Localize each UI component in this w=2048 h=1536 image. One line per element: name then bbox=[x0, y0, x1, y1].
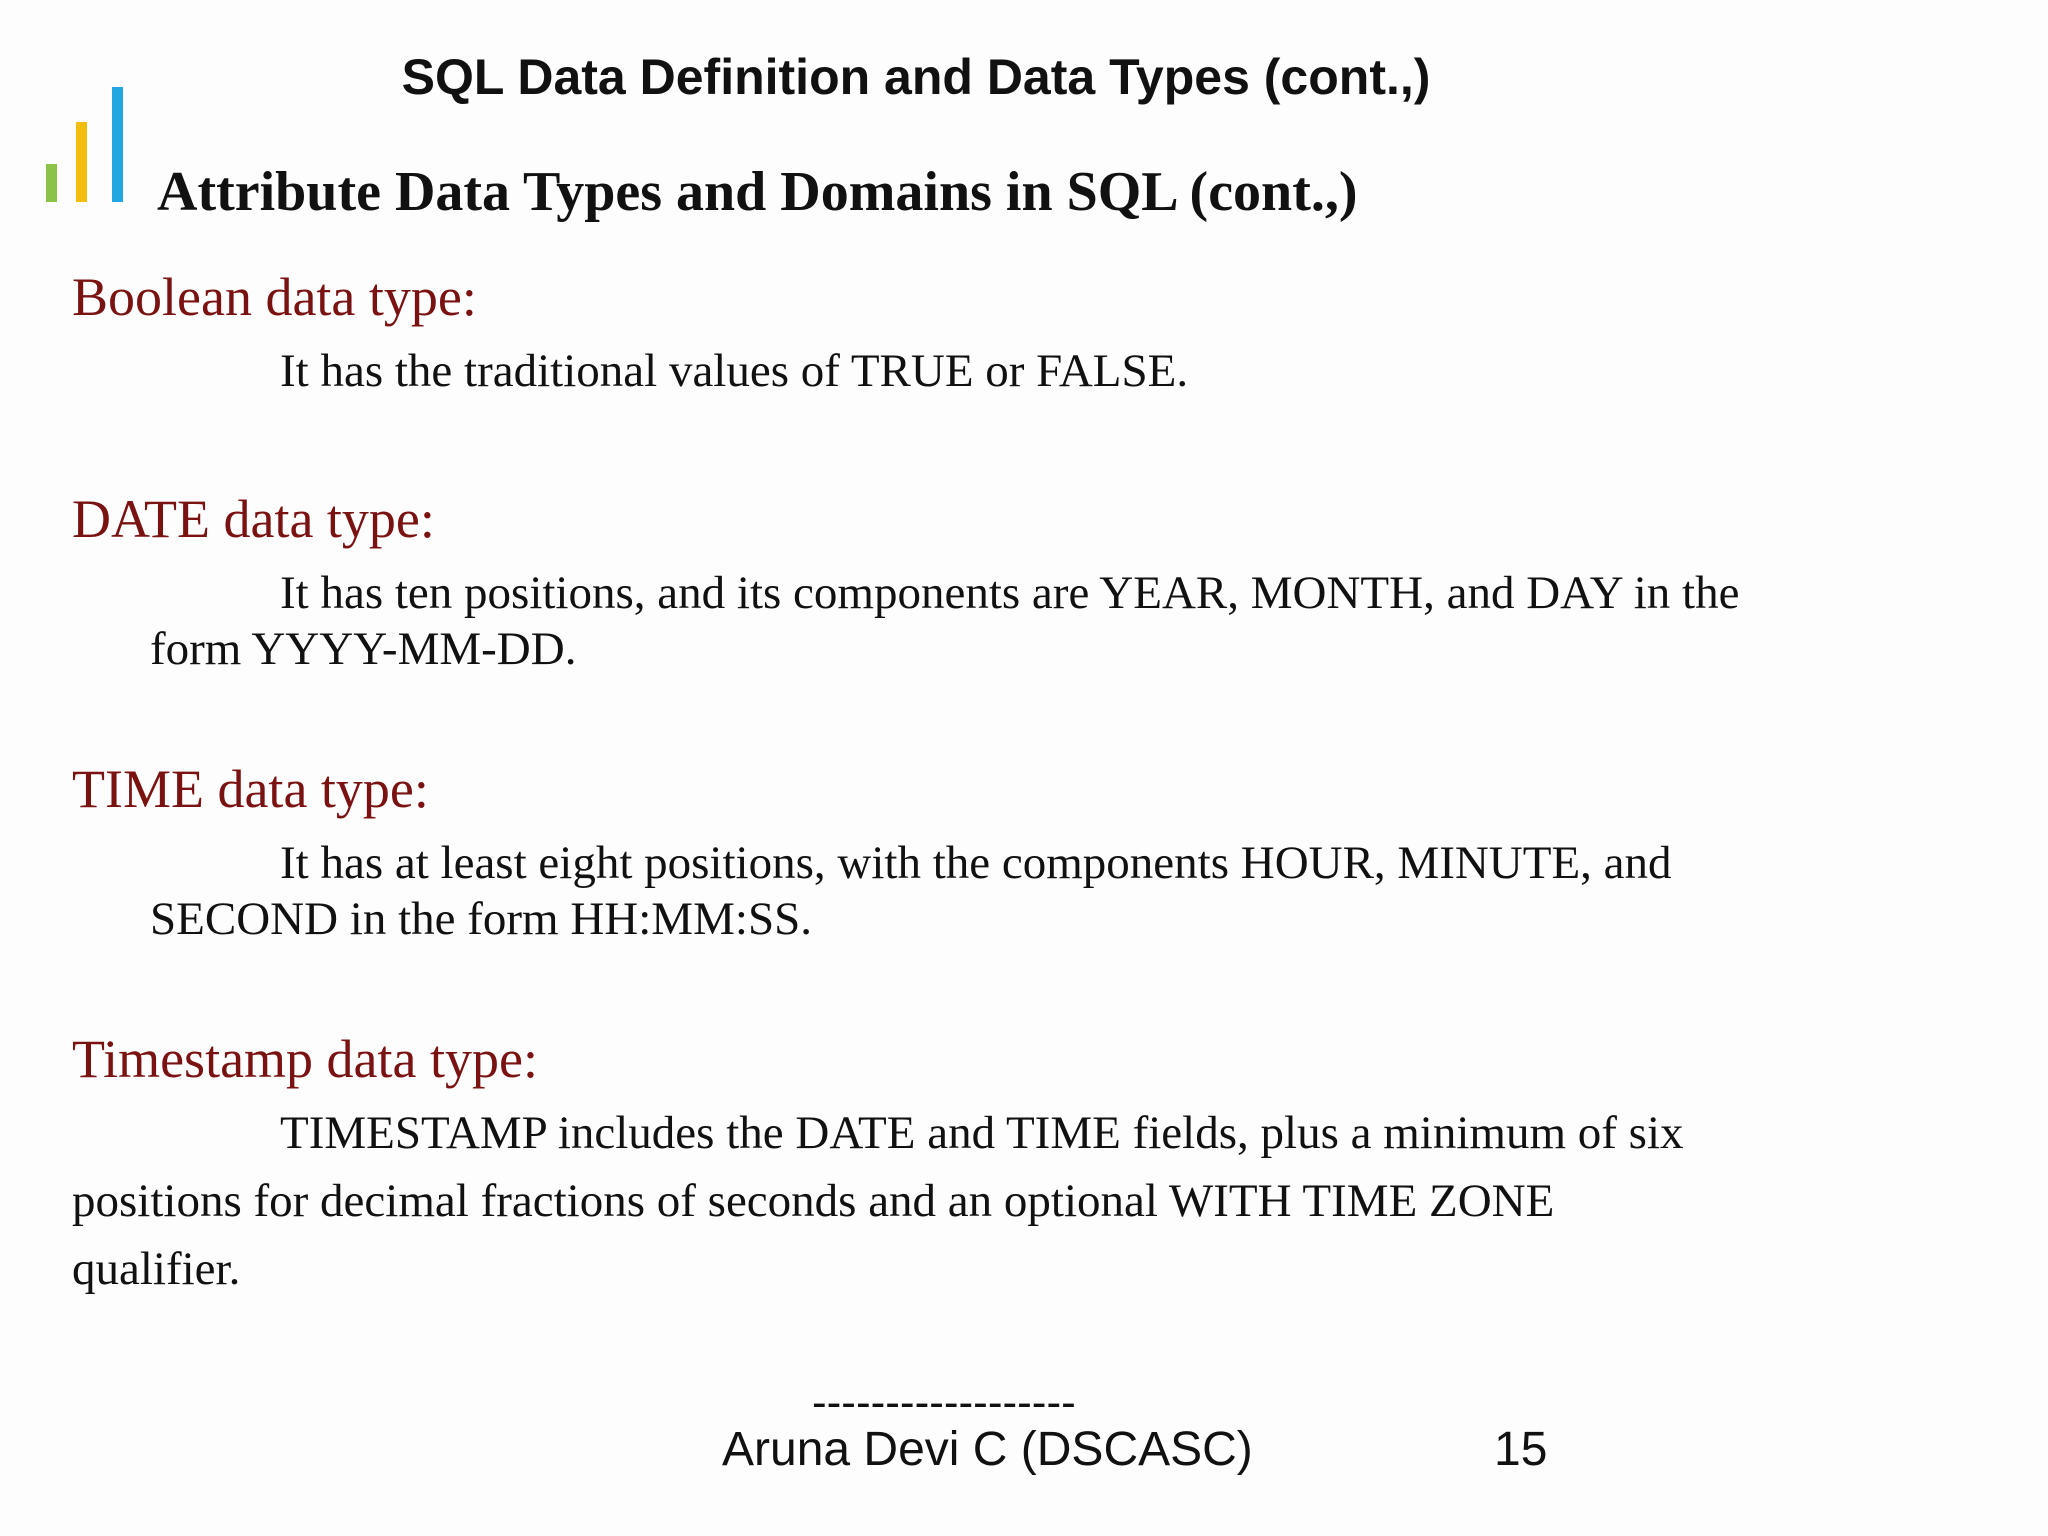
section-heading-date: DATE data type: bbox=[72, 489, 435, 549]
section-text-date-line-1: It has ten positions, and its components are YEAR, MONTH, and DAY in the bbox=[280, 567, 1740, 619]
footer-author: Aruna Devi C (DSCASC) bbox=[722, 1423, 1253, 1476]
section-heading-time: TIME data type: bbox=[72, 759, 429, 819]
section-heading-boolean: Boolean data type: bbox=[72, 267, 477, 327]
section-text-date-line-2: form YYYY-MM-DD. bbox=[150, 623, 577, 675]
section-text-timestamp-line-2: positions for decimal fractions of seconds and an optional WITH TIME ZONE bbox=[72, 1175, 1555, 1227]
section-heading-timestamp: Timestamp data type: bbox=[72, 1029, 538, 1089]
slide-title: SQL Data Definition and Data Types (cont.,) bbox=[401, 49, 1431, 105]
section-text-time-line-2: SECOND in the form HH:MM:SS. bbox=[150, 893, 812, 945]
section-text-boolean-line-1: It has the traditional values of TRUE or FALSE. bbox=[280, 345, 1189, 397]
footer-divider: ------------------ bbox=[812, 1378, 1076, 1427]
section-text-timestamp-line-3: qualifier. bbox=[72, 1243, 241, 1295]
logo-bar-yellow bbox=[76, 122, 87, 202]
logo-bar-green bbox=[46, 164, 57, 202]
slide-subtitle: Attribute Data Types and Domains in SQL (cont.,) bbox=[157, 161, 1358, 223]
section-text-time-line-1: It has at least eight positions, with the components HOUR, MINUTE, and bbox=[280, 837, 1672, 889]
section-text-timestamp-line-1: TIMESTAMP includes the DATE and TIME fields, plus a minimum of six bbox=[280, 1107, 1684, 1159]
page-number: 15 bbox=[1494, 1423, 1548, 1476]
